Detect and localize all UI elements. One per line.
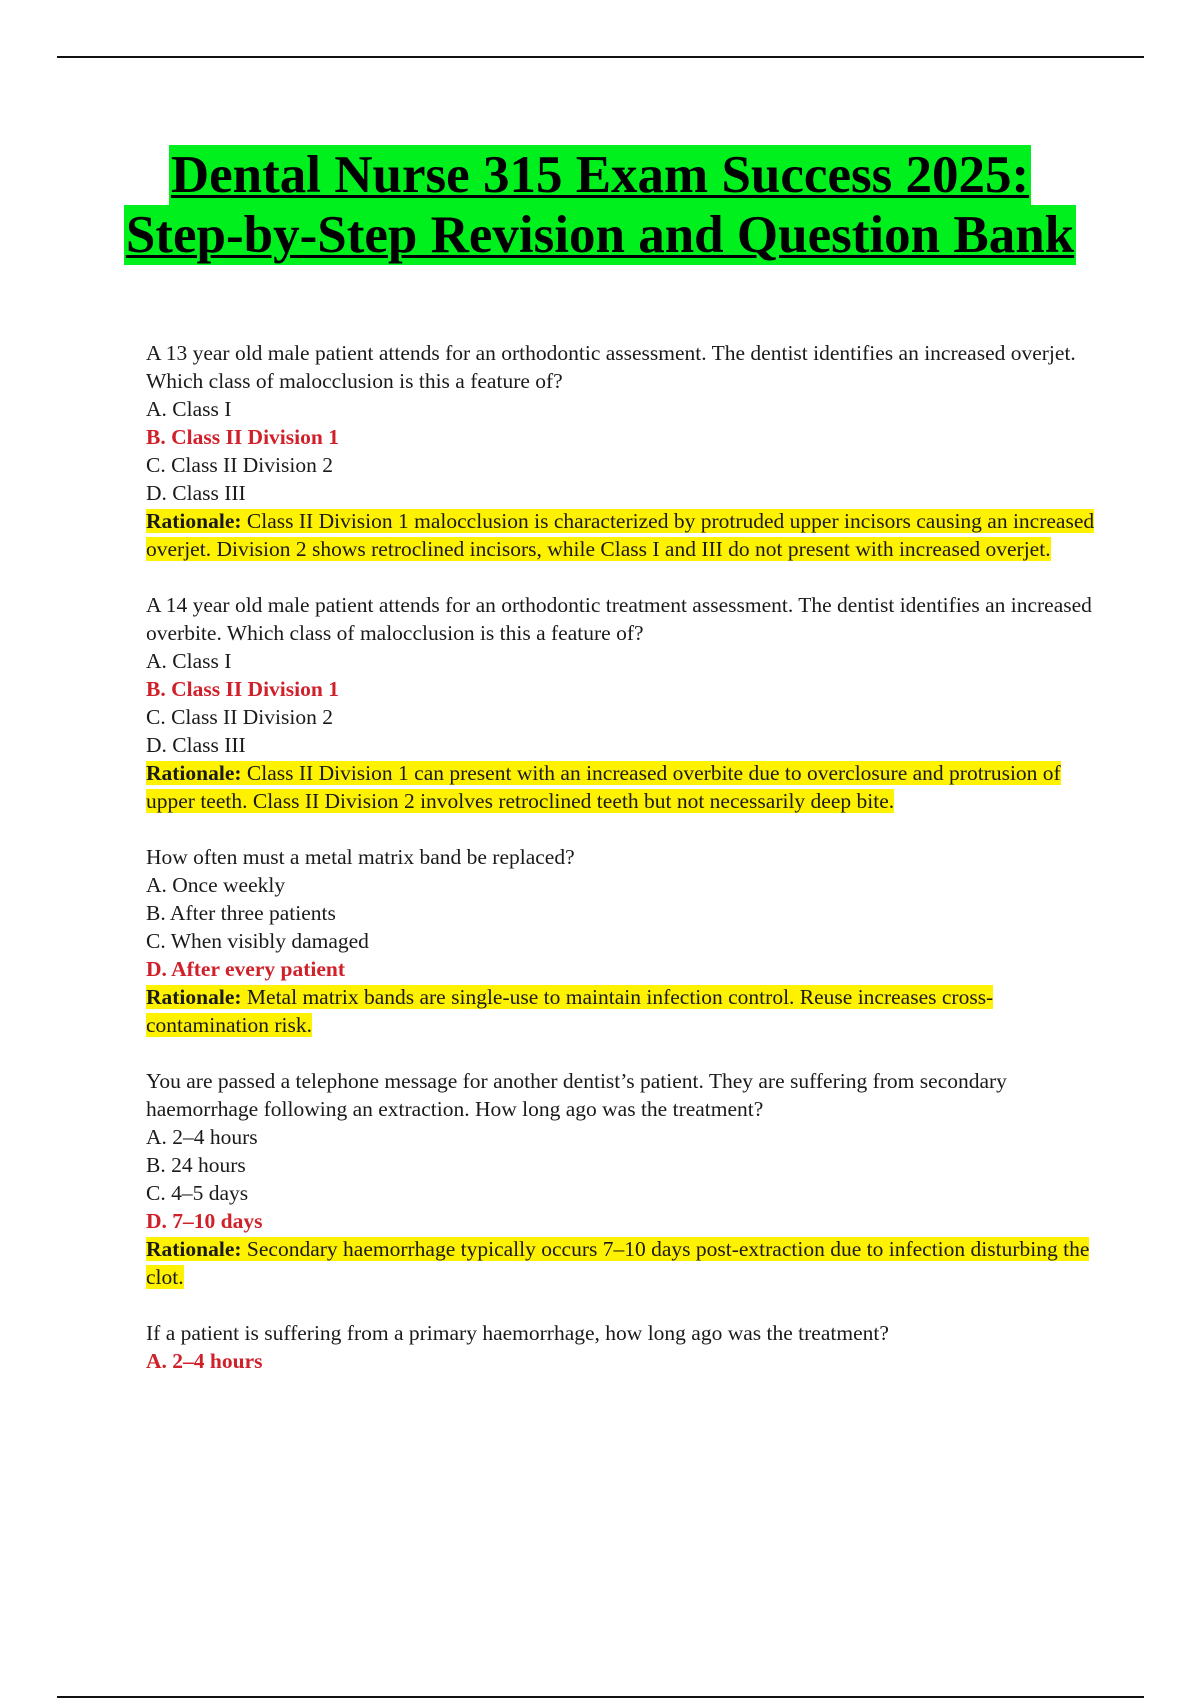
title-line-1: Dental Nurse 315 Exam Success 2025: xyxy=(170,146,1030,204)
rationale xyxy=(146,507,1096,563)
option-a: A. Class I xyxy=(146,649,232,673)
option-d-correct-answer: D. 7–10 days xyxy=(146,1209,263,1233)
rationale-text: Metal matrix bands are single-use to maintain infection control. Reuse increases cross-contamination risk. xyxy=(146,985,994,1037)
rationale xyxy=(146,759,1096,815)
option-a: A. Once weekly xyxy=(146,873,286,897)
option-a: A. Class I xyxy=(146,397,232,421)
option-b-correct-answer: B. Class II Division 1 xyxy=(146,677,339,701)
option-b-correct-answer: B. Class II Division 1 xyxy=(146,425,339,449)
title-line-2: Step-by-Step Revision and Question Bank xyxy=(125,206,1075,264)
rationale-label: Rationale: xyxy=(146,509,242,533)
question-3 xyxy=(146,843,1096,1039)
option-a-correct-answer: A. 2–4 hours xyxy=(146,1349,263,1373)
rationale-text: Class II Division 1 can present with an increased overbite due to overclosure and protrusion of upper teeth. Class II Division 2 involves retroclined teeth but not necessarily deep bite. xyxy=(146,761,1061,813)
question-text: If a patient is suffering from a primary haemorrhage, how long ago was the treatment? xyxy=(146,1321,889,1345)
rationale-text: Secondary haemorrhage typically occurs 7–10 days post-extraction due to infection disturbing the clot. xyxy=(146,1237,1090,1289)
question-5 xyxy=(146,1319,1096,1375)
rationale-label: Rationale: xyxy=(146,761,242,785)
question-bank xyxy=(146,339,1096,1403)
question-4 xyxy=(146,1067,1096,1291)
question-text: How often must a metal matrix band be replaced? xyxy=(146,845,575,869)
rationale-text: Class II Division 1 malocclusion is characterized by protruded upper incisors causing an increased overjet. Division 2 shows retroclined incisors, while Class I and III do not present with increased overjet. xyxy=(146,509,1095,561)
option-a: A. 2–4 hours xyxy=(146,1125,258,1149)
option-c: C. Class II Division 2 xyxy=(146,705,333,729)
rationale-label: Rationale: xyxy=(146,985,242,1009)
option-b: B. After three patients xyxy=(146,901,336,925)
option-c: C. When visibly damaged xyxy=(146,929,369,953)
option-c: C. Class II Division 2 xyxy=(146,453,333,477)
rationale xyxy=(146,1235,1096,1291)
document-title xyxy=(0,145,1200,265)
rationale-label: Rationale: xyxy=(146,1237,242,1261)
question-2 xyxy=(146,591,1096,815)
option-d-correct-answer: D. After every patient xyxy=(146,957,346,981)
option-d: D. Class III xyxy=(146,733,246,757)
bottom-rule xyxy=(57,1696,1144,1698)
question-text: A 13 year old male patient attends for an orthodontic assessment. The dentist identifies an increased overjet. Which class of malocclusion is this a feature of? xyxy=(146,341,1076,393)
rationale xyxy=(146,983,1096,1039)
question-text: You are passed a telephone message for another dentist’s patient. They are suffering from secondary haemorrhage following an extraction. How long ago was the treatment? xyxy=(146,1069,1007,1121)
option-c: C. 4–5 days xyxy=(146,1181,249,1205)
question-text: A 14 year old male patient attends for an orthodontic treatment assessment. The dentist identifies an increased overbite. Which class of malocclusion is this a feature of? xyxy=(146,593,1092,645)
option-d: D. Class III xyxy=(146,481,246,505)
question-1 xyxy=(146,339,1096,563)
top-rule xyxy=(57,56,1144,58)
option-b: B. 24 hours xyxy=(146,1153,246,1177)
